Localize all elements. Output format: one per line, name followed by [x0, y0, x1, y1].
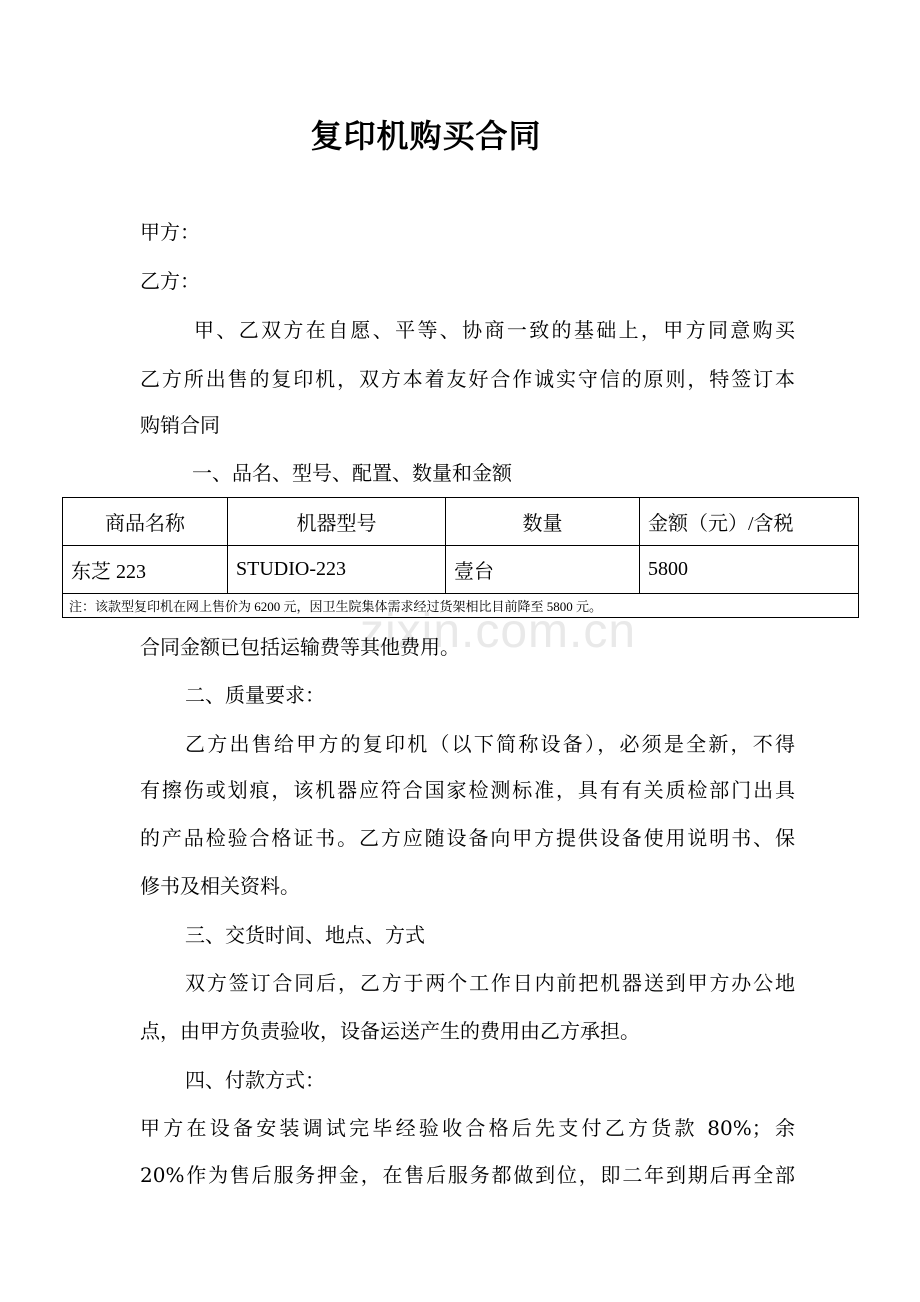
section2-heading: 二、质量要求： [185, 683, 325, 707]
table-note: 注：该款型复印机在网上售价为 6200 元，因卫生院集体需求经过货架相比目前降至 5800 元。 [63, 594, 859, 618]
party-a-label: 甲方： [140, 220, 200, 244]
section3-line-1: 双方签订合同后，乙方于两个工作日内前把机器送到甲方办公地 [185, 971, 795, 995]
intro-line-2: 乙方所出售的复印机，双方本着友好合作诚实守信的原则，特签订本 [140, 367, 795, 391]
section2-line-2: 有擦伤或划痕，该机器应符合国家检测标准，具有有关质检部门出具 [140, 778, 795, 802]
header-product-name: 商品名称 [63, 498, 228, 546]
section1-heading: 一、品名、型号、配置、数量和金额 [192, 461, 512, 485]
section4-line-2: 20%作为售后服务押金，在售后服务都做到位，即二年到期后再全部 [140, 1163, 795, 1187]
section2-line-1: 乙方出售给甲方的复印机（以下简称设备），必须是全新，不得 [185, 732, 795, 756]
watermark: zixin.com.cn [360, 605, 637, 658]
section3-heading: 三、交货时间、地点、方式 [185, 923, 425, 947]
header-amount: 金额（元）/含税 [640, 498, 859, 546]
section3-line-2: 点，由甲方负责验收，设备运送产生的费用由乙方承担。 [140, 1019, 640, 1043]
cell-amount: 5800 [640, 546, 859, 594]
table-row [63, 546, 859, 594]
table-header-row [63, 498, 859, 546]
header-model: 机器型号 [228, 498, 446, 546]
section2-line-3: 的产品检验合格证书。乙方应随设备向甲方提供设备使用说明书、保 [140, 826, 795, 850]
cell-quantity: 壹台 [446, 546, 640, 594]
section4-line-1: 甲方在设备安装调试完毕经验收合格后先支付乙方货款 80%；余 [140, 1116, 795, 1140]
section1-after: 合同金额已包括运输费等其他费用。 [140, 635, 460, 659]
intro-line-1: 甲、乙双方在自愿、平等、协商一致的基础上，甲方同意购买 [194, 318, 795, 342]
cell-product-name: 东芝 223 [63, 546, 228, 594]
header-quantity: 数量 [446, 498, 640, 546]
cell-model: STUDIO-223 [228, 546, 446, 594]
party-b-label: 乙方： [140, 269, 200, 293]
document-title: 复印机购买合同 [310, 117, 542, 155]
product-table [62, 497, 859, 618]
section2-line-4: 修书及相关资料。 [140, 874, 300, 898]
section4-heading: 四、付款方式： [185, 1068, 325, 1092]
table-note-row [63, 594, 859, 618]
intro-line-3: 购销合同 [140, 413, 220, 437]
